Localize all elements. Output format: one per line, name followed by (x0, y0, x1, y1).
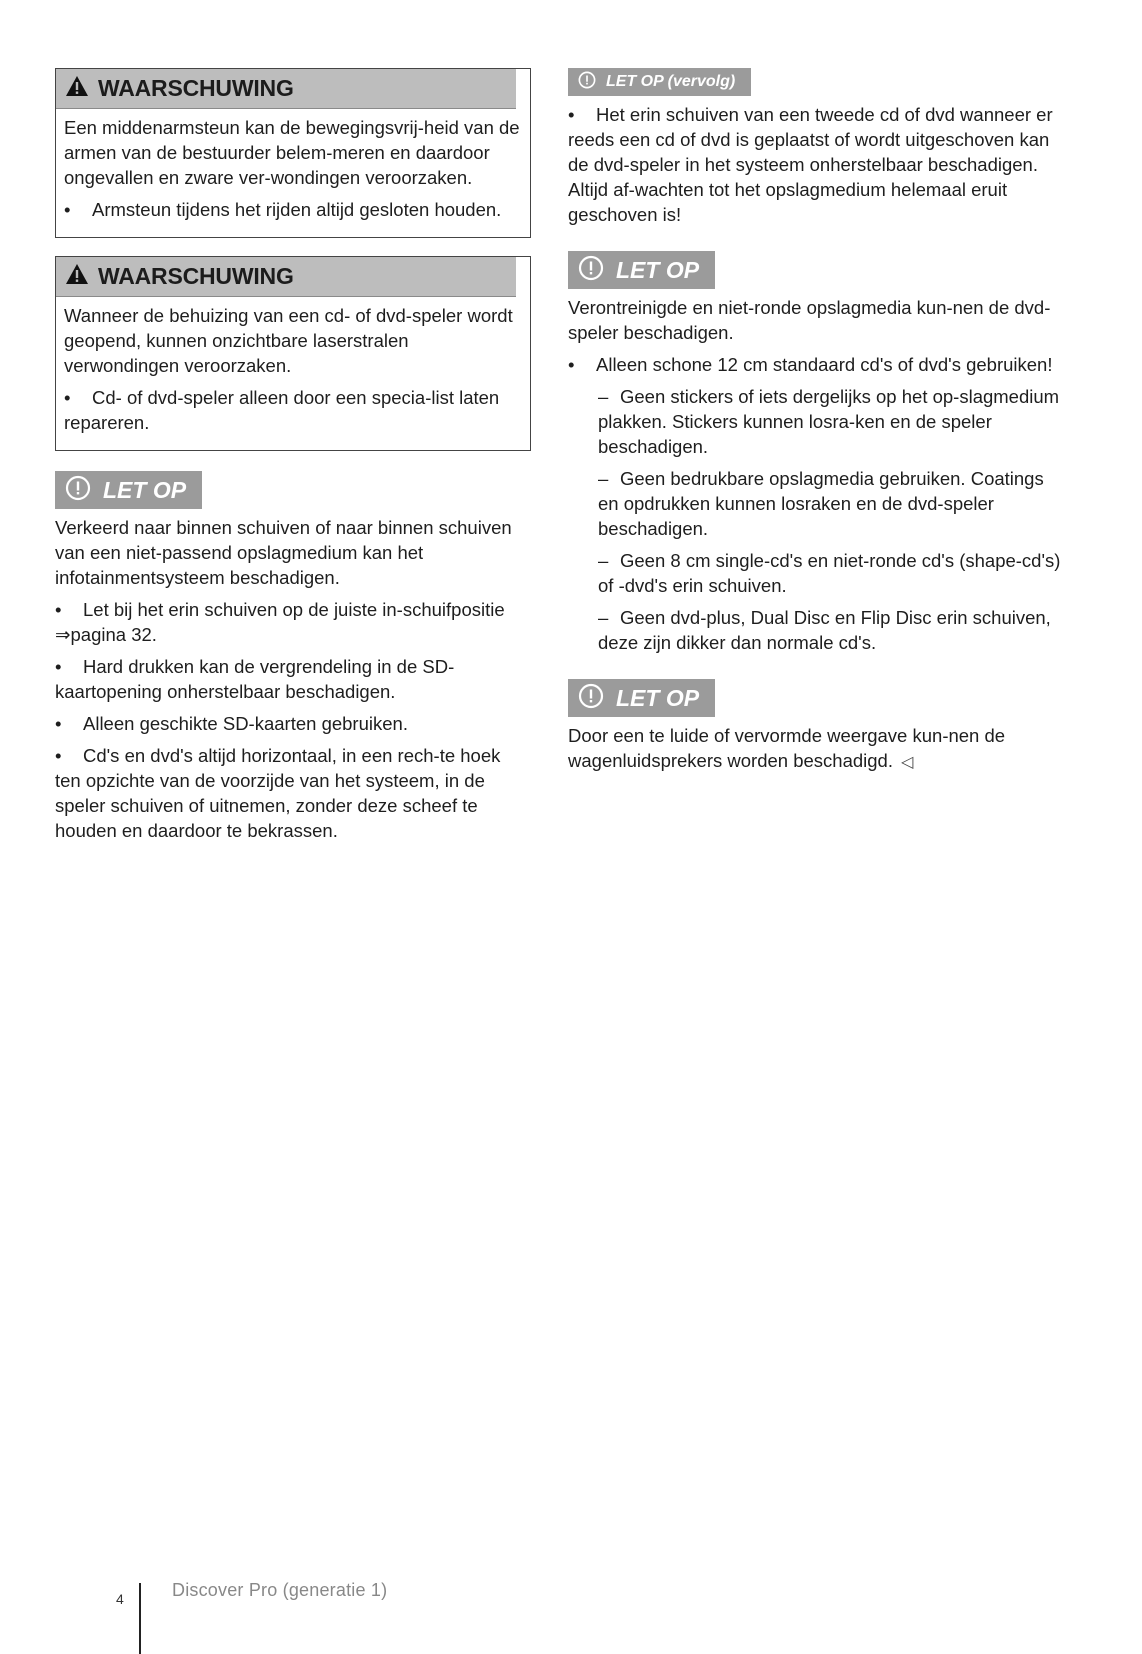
note-dash-item: – Geen dvd-plus, Dual Disc en Flip Disc erin schuiven, deze zijn dikker dan normale cd's. (598, 607, 1051, 653)
note-header (568, 679, 715, 717)
right-column (568, 68, 1068, 797)
warning-title: WAARSCHUWING (98, 263, 294, 289)
note-title: LET OP (616, 256, 700, 283)
note-block (568, 249, 1068, 655)
note-text: Verontreinigde en niet-ronde opslagmedia kun-nen de dvd-speler beschadigen. (568, 297, 1051, 343)
footer-title: Discover Pro (generatie 1) (172, 1580, 388, 1600)
note-block (568, 677, 1068, 775)
warning-triangle-icon (65, 263, 89, 290)
note-text: Door een te luide of vervormde weergave kun-nen de wagenluidsprekers worden beschadigd. ◁ (568, 725, 1006, 771)
note-header (568, 68, 751, 96)
section-end-icon: ◁ (900, 754, 914, 771)
note-block (55, 469, 531, 843)
note-text: Verkeerd naar binnen schuiven of naar binnen schuiven van een niet-passend opslagmedium kan het infotainmentsysteem beschadigen. (55, 517, 512, 588)
note-bullet: • Alleen schone 12 cm standaard cd's of dvd's gebruiken! (568, 354, 1053, 375)
warning-body (56, 109, 530, 237)
note-block (568, 68, 1068, 227)
note-header (55, 471, 202, 509)
warning-box (55, 256, 531, 451)
note-dash-item: – Geen bedrukbare opslagmedia gebruiken. Coatings en opdrukken kunnen losraken en de dvd-speler beschadigen. (598, 468, 1044, 539)
warning-header (56, 257, 516, 297)
warning-header (56, 69, 516, 109)
note-header (568, 251, 715, 289)
warning-bullet: • Armsteun tijdens het rijden altijd gesloten houden. (64, 199, 502, 220)
note-dash-item: – Geen stickers of iets dergelijks op het op-slagmedium plakken. Stickers kunnen losra-ken en de speler beschadigen. (598, 386, 1060, 457)
warning-text: Een middenarmsteun kan de bewegingsvrij-heid van de armen van de bestuurder belem-meren en daardoor ongevallen en zware ver-wondingen veroorzaken. (64, 117, 520, 188)
footer-divider (139, 1583, 141, 1654)
note-bullet: • Het erin schuiven van een tweede cd of dvd wanneer er reeds een cd of dvd is geplaatst of wordt uitgeschoven kan de dvd-speler in het systeem onherstelbaar beschadigen. Altijd af-wachten tot het opslagmedium helemaal eruit geschoven is! (568, 104, 1053, 225)
warning-box (55, 68, 531, 238)
warning-title: WAARSCHUWING (98, 75, 294, 101)
page-number: 4 (116, 1591, 124, 1607)
warning-body (56, 297, 530, 450)
note-bullet: • Cd's en dvd's altijd horizontaal, in een rech-te hoek ten opzichte van de voorzijde van het systeem, in de speler schuiven of uitnemen, zonder deze scheef te houden en daardoor te bekrassen. (55, 745, 501, 841)
note-bullet: • Let bij het erin schuiven op de juiste in-schuifpositie ⇒pagina 32. (55, 599, 505, 645)
note-title: LET OP (103, 476, 187, 503)
note-bullet: • Hard drukken kan de vergrendeling in de SD-kaartopening onherstelbaar beschadigen. (55, 656, 455, 702)
warning-text: Wanneer de behuizing van een cd- of dvd-speler wordt geopend, kunnen onzichtbare laserstralen verwondingen veroorzaken. (64, 305, 513, 376)
exclamation-circle-icon (578, 683, 604, 714)
exclamation-circle-icon (578, 255, 604, 286)
note-title: LET OP (616, 684, 700, 711)
exclamation-circle-icon (65, 475, 91, 506)
note-bullet: • Alleen geschikte SD-kaarten gebruiken. (55, 713, 408, 734)
note-title: LET OP (vervolg) (606, 73, 736, 90)
warning-bullet: • Cd- of dvd-speler alleen door een specia-list laten repareren. (64, 387, 500, 433)
warning-triangle-icon (65, 75, 89, 102)
left-column (55, 68, 531, 865)
exclamation-circle-icon (578, 71, 596, 94)
note-dash-item: – Geen 8 cm single-cd's en niet-ronde cd's (shape-cd's) of -dvd's erin schuiven. (598, 550, 1061, 596)
